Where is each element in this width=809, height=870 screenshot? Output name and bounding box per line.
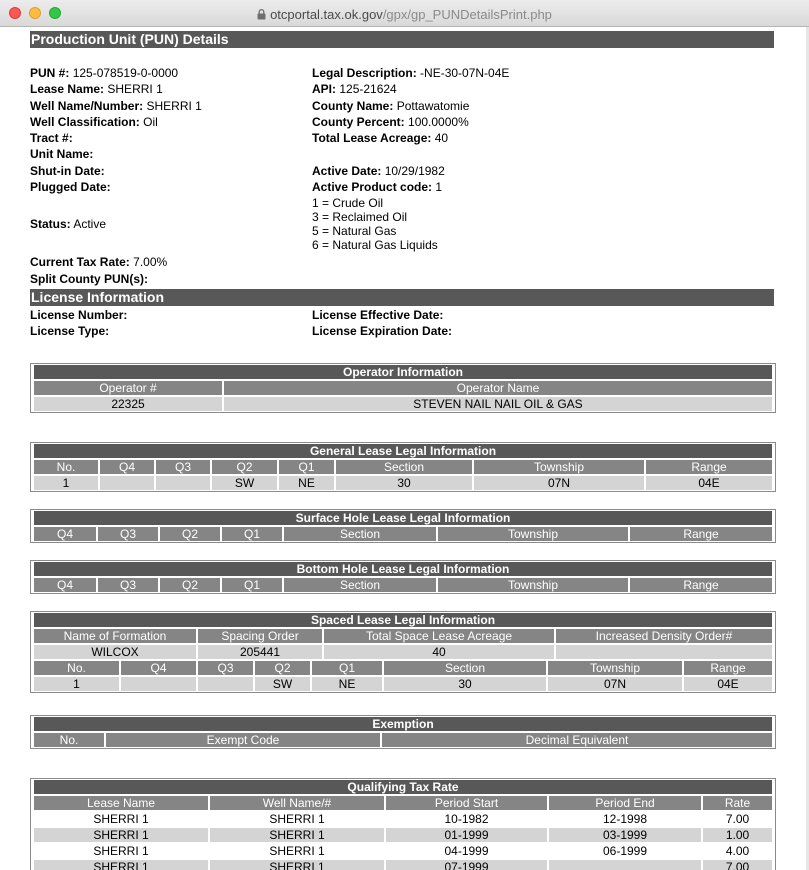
table-row [34,812,772,826]
license-information-title: License Information [30,289,774,306]
table-cell: SHERRI 1 [34,812,208,826]
product-code-item: 6 = Natural Gas Liquids [312,238,438,253]
table-cell: 07-1999 [386,860,547,870]
table-row [34,476,772,490]
browser-titlebar [0,0,809,27]
county-name-field: County Name: Pottawatomie [312,98,470,113]
license-expiration-date-field: License Expiration Date: [312,324,453,339]
product-code-item: 1 = Crude Oil [312,196,384,211]
split-county-pun-field: Split County PUN(s): [30,271,148,286]
table-cell: 1.00 [703,828,772,842]
column-header: Range [646,460,772,474]
column-header: Operator # [34,381,222,395]
table-cell: SHERRI 1 [210,812,384,826]
column-header: Q2 [255,661,310,675]
pun-right-column [312,65,772,195]
table-cell: WILCOX [34,645,196,659]
shut-in-date-field: Shut-in Date: [30,163,105,178]
table-cell: SHERRI 1 [34,844,208,858]
table-cell [156,476,210,490]
table-cell: 40 [324,645,554,659]
total-lease-acreage-field: Total Lease Acreage: 40 [312,131,449,146]
column-header: Section [336,460,472,474]
table-row [34,397,772,411]
column-header: Q3 [198,661,253,675]
table-cell: SW [212,476,277,490]
column-header: Q3 [156,460,210,474]
bottom-hole-legal-title: Bottom Hole Lease Legal Information [34,562,772,576]
table-cell: 04E [684,677,772,691]
column-header: Operator Name [224,381,772,395]
exemption-table [30,715,776,749]
column-header: No. [34,460,98,474]
column-header: Rate [703,796,772,810]
table-cell: NE [279,476,334,490]
column-header: Township [438,527,628,541]
active-product-code-field: Active Product code: 1 [312,180,443,195]
table-cell: 7.00 [703,812,772,826]
table-cell: 07N [474,476,644,490]
table-cell: SHERRI 1 [210,844,384,858]
column-header: Section [284,527,436,541]
product-code-legend [312,196,438,252]
product-code-item: 5 = Natural Gas [312,224,397,239]
column-header: Total Space Lease Acreage [324,629,554,643]
column-header: Q2 [160,578,220,592]
pun-details-section [30,31,774,340]
column-header: Increased Density Order# [556,629,772,643]
table-cell: 03-1999 [549,828,701,842]
table-cell [100,476,154,490]
column-header: Q1 [279,460,334,474]
exemption-title: Exemption [34,717,772,731]
column-header: Section [384,661,546,675]
legal-description-field: Legal Description: -NE-30-07N-04E [312,66,510,80]
well-classification-field: Well Classification: Oil [30,114,158,129]
column-header: Q4 [100,460,154,474]
table-cell: 205441 [198,645,322,659]
plugged-date-field: Plugged Date: [30,180,111,195]
table-cell: 06-1999 [549,844,701,858]
bottom-hole-legal-table [30,560,776,594]
current-tax-rate-field: Current Tax Rate: 7.00% [30,255,168,270]
table-cell: 01-1999 [386,828,547,842]
column-header: Q4 [34,578,96,592]
address-bar[interactable] [0,7,809,23]
qualifying-tax-rate-table [30,778,776,870]
table-cell [198,677,253,691]
well-name-field: Well Name/Number: SHERRI 1 [30,98,202,113]
license-number-field: License Number: [30,307,128,322]
table-cell: 30 [384,677,546,691]
lease-name-field: Lease Name: SHERRI 1 [30,82,163,97]
column-header: Q1 [312,661,382,675]
table-cell [556,645,772,659]
spacer [312,146,772,162]
column-header: Period End [549,796,701,810]
pun-number-field: PUN #: 125-078519-0-0000 [30,66,179,80]
surface-hole-legal-title: Surface Hole Lease Legal Information [34,511,772,525]
column-header: Q1 [222,527,282,541]
table-cell: NE [312,677,382,691]
general-lease-legal-title: General Lease Legal Information [34,444,772,458]
column-header: Period Start [386,796,547,810]
column-header: Q2 [212,460,277,474]
column-header: Q1 [222,578,282,592]
table-cell: SHERRI 1 [34,860,208,870]
column-header: Section [284,578,436,592]
table-cell: SHERRI 1 [210,828,384,842]
table-cell [121,677,196,691]
column-header: Q2 [160,527,220,541]
tract-field: Tract #: [30,131,73,146]
column-header: Exempt Code [106,733,380,747]
table-cell: SW [255,677,310,691]
column-header: Q4 [121,661,196,675]
general-lease-legal-table [30,442,776,492]
table-row [34,677,772,691]
lock-icon [257,9,266,20]
table-cell [549,860,701,870]
column-header: Range [630,578,772,592]
column-header: No. [34,661,119,675]
table-cell: 10-1982 [386,812,547,826]
table-row [34,828,772,842]
api-field: API: 125-21624 [312,82,397,97]
pun-left-column [30,65,312,195]
operator-information-table [30,363,776,413]
column-header: Lease Name [34,796,208,810]
table-cell: 07N [548,677,682,691]
table-cell: 4.00 [703,844,772,858]
qualifying-tax-rate-title: Qualifying Tax Rate [34,780,772,794]
county-percent-field: County Percent: 100.0000% [312,114,469,129]
column-header: Township [548,661,682,675]
unit-name-field: Unit Name: [30,147,94,162]
spaced-lease-legal-title: Spaced Lease Legal Information [34,613,772,627]
url-host: otcportal.tax.ok.gov [270,7,383,22]
table-cell: SHERRI 1 [34,828,208,842]
column-header: Q3 [98,578,158,592]
url-path: /gpx/gp_PUNDetailsPrint.php [382,7,552,22]
table-row [34,860,772,870]
column-header: Q3 [98,527,158,541]
table-cell: 30 [336,476,472,490]
license-effective-date-field: License Effective Date: [312,307,444,322]
column-header: Township [438,578,628,592]
table-row [34,844,772,858]
table-cell: 04-1999 [386,844,547,858]
table-cell: 04E [646,476,772,490]
table-cell: SHERRI 1 [210,860,384,870]
product-code-item: 3 = Reclaimed Oil [312,210,408,225]
status-field: Status: Active [30,217,107,232]
column-header: Name of Formation [34,629,196,643]
operator-information-title: Operator Information [34,365,772,379]
column-header: Township [474,460,644,474]
operator-number-cell: 22325 [34,397,222,411]
column-header: Spacing Order [198,629,322,643]
operator-name-cell: STEVEN NAIL NAIL OIL & GAS [224,397,772,411]
column-header: Range [630,527,772,541]
table-cell: 1 [34,677,119,691]
column-header: No. [34,733,104,747]
license-type-field: License Type: [30,324,110,339]
table-cell: 12-1998 [549,812,701,826]
pun-details-title: Production Unit (PUN) Details [30,31,774,48]
spaced-lease-legal-table [30,611,776,693]
column-header: Well Name/# [210,796,384,810]
column-header: Decimal Equivalent [382,733,772,747]
active-date-field: Active Date: 10/29/1982 [312,163,445,178]
table-cell: 7.00 [703,860,772,870]
table-row [34,645,772,659]
column-header: Range [684,661,772,675]
surface-hole-legal-table [30,509,776,543]
column-header: Q4 [34,527,96,541]
table-cell: 1 [34,476,98,490]
